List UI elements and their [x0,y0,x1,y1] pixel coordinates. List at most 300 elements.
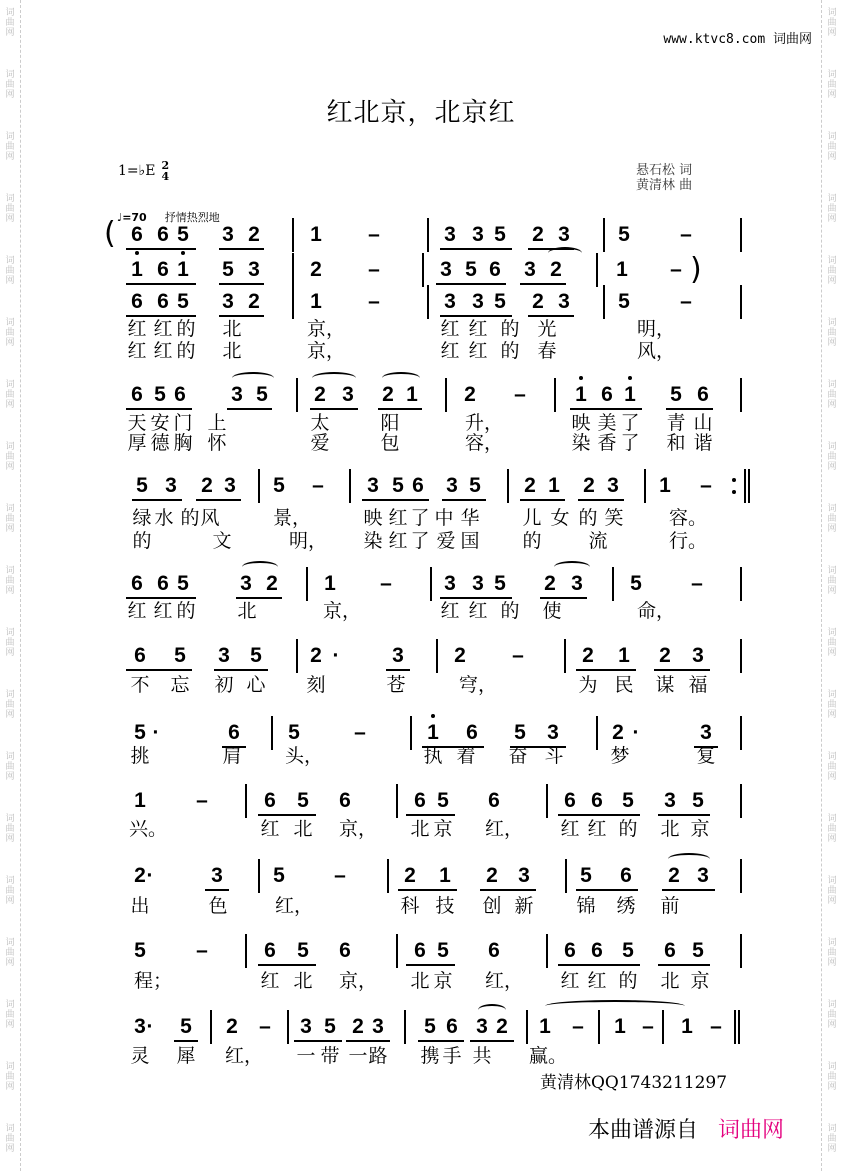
note: 3 [571,572,583,595]
note: 2 [486,864,498,887]
lyric: 行。 [669,530,708,552]
lyric: 红 [260,818,280,840]
lyric: 的 [500,318,520,340]
watermark-text: 词 曲 网 [5,256,15,286]
note: 5 [670,383,682,406]
beam-line [126,283,196,285]
slur [232,372,274,384]
barline [258,469,260,503]
lyric: 色 [208,895,228,917]
note: 3 [444,572,456,595]
watermark-text: 词 曲 网 [5,70,15,100]
slur [554,561,590,573]
lyric: 心 [246,674,266,696]
note: 1 [439,864,451,887]
time-top: 2 [161,159,170,172]
note: 1 [134,789,146,812]
source-label: 本曲谱源自 [588,1118,699,1143]
beam-line [132,499,182,501]
lyric: 北 [293,818,313,840]
note: – [368,290,380,313]
note: 2 [314,383,326,406]
lyric: 京 [433,818,453,840]
note: 6 [601,383,613,406]
lyric: 前 [660,895,680,917]
lyric: 一 [296,1045,316,1067]
beam-line [126,248,196,250]
lyric: 国 [460,530,480,552]
note: – [196,789,208,812]
barline [422,253,424,287]
beam-line [196,499,241,501]
note: – [259,1015,271,1038]
lyric: 太 [310,412,330,434]
note: – [680,223,692,246]
note: 1 [310,223,322,246]
lyric: 复 [696,745,716,767]
watermark-text: 词 曲 网 [5,1124,15,1154]
paren: ( [104,216,116,251]
lyric: 儿 [522,507,542,529]
lyric: 文 [212,530,232,552]
lyric: 命， [637,600,676,622]
time-signature [161,160,169,182]
note: 1 [177,258,189,281]
paren: ) [690,252,702,287]
lyric: 犀 [176,1045,196,1067]
lyric: 笑 [604,507,624,529]
lyric: 红 [560,818,580,840]
lyric: 谐 [693,432,713,454]
lyric: 中 [434,507,454,529]
beam-line [658,814,710,816]
credits [636,163,692,193]
note: – [642,1015,654,1038]
note: 6 [264,789,276,812]
lyric: 忘 [170,674,190,696]
barline [436,639,438,673]
note: 2 [382,383,394,406]
note: 3 [664,789,676,812]
watermark-text: 词 曲 网 [827,504,837,534]
watermark-text: 词 曲 网 [5,442,15,472]
lyric: 绣 [616,895,636,917]
lyric: 不 [130,674,150,696]
note: 5 [494,290,506,313]
note: 2 [248,290,260,313]
note: – [368,258,380,281]
watermark-text: 词 曲 网 [827,256,837,286]
note: 3 [472,223,484,246]
beam-line [440,315,512,317]
beam-line [236,597,282,599]
note: 1 [324,572,336,595]
note: 3 [440,258,452,281]
lyric: 明， [637,318,676,340]
beam-line [520,283,566,285]
note: 3 [165,474,177,497]
lyric: 红， [485,818,524,840]
barline [596,253,598,287]
note: 5 [297,939,309,962]
beam-line [442,499,486,501]
barline [296,639,298,673]
lyric: 映 [571,412,591,434]
note: 6 [264,939,276,962]
note: 2 [352,1015,364,1038]
watermark-text: 词 曲 网 [827,132,837,162]
beam-line [418,1040,464,1042]
lyric: 京 [690,818,710,840]
note: 3 [444,290,456,313]
lyric: 北 [410,818,430,840]
note: 5 [273,864,285,887]
note: 2 [134,864,146,887]
slur [668,853,710,865]
note: 1 [131,258,143,281]
note: 6 [131,290,143,313]
note: 6 [174,383,186,406]
lyric: 水 [154,507,174,529]
expression-mark: 抒情热烈地 [164,211,220,224]
lyric: 青 [666,412,686,434]
slur [312,372,356,384]
lyric: 绿 [132,507,152,529]
beam-line [666,408,713,410]
note: 3 [224,474,236,497]
beam-line [436,283,506,285]
beam-line [174,1040,198,1042]
lyric: 升， [465,412,504,434]
lyric: 红 [440,318,460,340]
note: 3 [372,1015,384,1038]
lyric: 的 [522,530,542,552]
beam-line [440,248,512,250]
lyric: 明， [289,530,328,552]
barline [507,469,509,503]
octave-dot [135,251,139,255]
note: 1 [548,474,560,497]
lyric: 的 [176,318,196,340]
lyric: 谋 [655,674,675,696]
note: 6 [157,258,169,281]
composer-credit: 黄清林 曲 [636,178,693,193]
lyric: 的 [176,340,196,362]
barline [740,567,742,601]
barline [271,716,273,750]
note: 5 [437,939,449,962]
note: 3 [607,474,619,497]
lyric: 红， [485,970,524,992]
lyric: 染 [571,432,591,454]
note: 2 [612,721,624,744]
note: 5 [622,939,634,962]
note: 6 [466,721,478,744]
lyric: 胸 [173,432,193,454]
note: 6 [157,572,169,595]
note: 6 [157,290,169,313]
beam-line [662,889,715,891]
lyric: 容。 [669,507,708,529]
barline [210,1010,212,1044]
note: 6 [131,572,143,595]
beam-line [378,408,422,410]
lyric: 门 [173,412,193,434]
barline [598,1010,600,1044]
note: 5 [618,223,630,246]
lyric: 挑 [130,745,150,767]
barline [396,784,398,818]
note: 1 [406,383,418,406]
lyric: 山 [693,412,713,434]
barline [306,567,308,601]
lyric: 厚 [127,432,147,454]
barline [292,285,294,319]
lyric: 了 [410,530,430,552]
note: 3 [367,474,379,497]
lyric: 华 [460,507,480,529]
barline [603,218,605,252]
key-label: 1=♭E [118,163,156,179]
barline [245,934,247,968]
note: 3 [558,223,570,246]
barline [564,639,566,673]
lyric: 北 [660,970,680,992]
note: 2 [550,258,562,281]
watermark-text: 词 曲 网 [827,752,837,782]
lyric: 风 [200,507,220,529]
note: 5 [630,572,642,595]
lyric: 红 [440,340,460,362]
beam-line [654,669,710,671]
barline [734,1010,736,1044]
lyric: 的 [176,600,196,622]
note: 3 [472,572,484,595]
lyric: 怀 [207,432,227,454]
lyric: 执 [423,745,443,767]
watermark-text: 词 曲 网 [5,566,15,596]
watermark-text: 词 曲 网 [5,938,15,968]
beam-line [470,1040,514,1042]
note: 5 [250,644,262,667]
watermark-text: 词 曲 网 [827,8,837,38]
note: 3 [547,721,559,744]
lyric: 京 [433,970,453,992]
note: 2 [226,1015,238,1038]
barline [612,567,614,601]
lyric: 了 [620,412,640,434]
beam-line [480,889,536,891]
site-url[interactable]: www.ktvc8.com [663,32,766,47]
note: 6 [446,1015,458,1038]
note: 2 [404,864,416,887]
note: 3 [700,721,712,744]
note: 6 [489,258,501,281]
lyric: 肩 [222,745,242,767]
watermark-text: 词 曲 网 [827,1000,837,1030]
lyric: 科 [400,895,420,917]
note: 2 [532,290,544,313]
slur [242,561,278,573]
note: 1 [659,474,671,497]
note: – [512,644,524,667]
note: 5 [494,572,506,595]
lyric: 京， [323,600,362,622]
watermark-text: 词 曲 网 [5,814,15,844]
barline [427,285,429,319]
note: 5 [514,721,526,744]
note: – [514,383,526,406]
lyric: 使 [542,600,562,622]
note: 5 [288,721,300,744]
lyric: 梦 [610,745,630,767]
note: 5 [273,474,285,497]
barline [546,784,548,818]
watermark-text: 词 曲 网 [827,628,837,658]
note: 6 [134,644,146,667]
watermark-text: 词 曲 网 [827,876,837,906]
source-site[interactable]: 词曲网 [718,1118,785,1143]
beam-line [219,248,264,250]
lyric: 景， [273,507,312,529]
beam-line [362,499,429,501]
note: 5 [392,474,404,497]
site-header [663,28,812,47]
note: 1 [614,1015,626,1038]
beam-line [126,669,192,671]
lyric: 红 [153,600,173,622]
note: 2 [659,644,671,667]
beam-line [227,408,272,410]
lyric: 爱 [310,432,330,454]
lyric: 刻 [306,674,326,696]
lyric: 京 [690,970,710,992]
note: 1 [427,721,439,744]
beam-line [386,669,410,671]
lyric: 红 [153,318,173,340]
octave-dot [181,251,185,255]
note: 3 [248,258,260,281]
lyric: 灵 [130,1045,150,1067]
lyric: 程； [134,970,173,992]
note: – [572,1015,584,1038]
lyric: 香 [597,432,617,454]
barline [292,218,294,252]
signature: 黄清林QQ1743211297 [540,1073,728,1093]
beam-line [558,814,640,816]
note: 2 [524,474,536,497]
octave-dot [579,376,583,380]
barline [245,784,247,818]
note: 3 [476,1015,488,1038]
note: 5 [174,644,186,667]
beam-line [576,889,638,891]
note: 2 [668,864,680,887]
barline [738,1010,740,1044]
note: 5 [136,474,148,497]
note: 3 [231,383,243,406]
note: 3 [392,644,404,667]
barline [387,859,389,893]
beam-line [558,964,640,966]
note: – [354,721,366,744]
lyric: 红 [468,340,488,362]
repeat-dot [732,490,736,494]
beam-line [205,889,229,891]
note: 6 [591,789,603,812]
lyric: 红 [153,340,173,362]
note: 5 [297,789,309,812]
barline [526,1010,528,1044]
note: – [312,474,324,497]
lyric: 赢。 [529,1045,568,1067]
lyric: 流 [588,530,608,552]
note: · [332,644,340,667]
barline [427,218,429,252]
lyric: 北 [222,318,242,340]
barline [740,378,742,412]
watermark-text: 词 曲 网 [5,1000,15,1030]
barline [258,859,260,893]
note: 3 [524,258,536,281]
note: – [691,572,703,595]
note: 5 [177,290,189,313]
lyric: 兴。 [129,818,168,840]
lyric: 红， [225,1045,264,1067]
note: 3 [342,383,354,406]
beam-line [576,669,636,671]
note: – [710,1015,722,1038]
lyric: 红 [260,970,280,992]
lyric: 携 [420,1045,440,1067]
note: 3 [697,864,709,887]
slur [548,247,582,259]
lyric: 红 [587,818,607,840]
note: 2 [496,1015,508,1038]
lyric: 穹， [459,674,498,696]
beam-line [406,964,455,966]
watermark-text: 词 曲 网 [827,814,837,844]
note: 6 [620,864,632,887]
lyric: 风， [637,340,676,362]
beam-line [658,964,710,966]
barline [430,567,432,601]
watermark-text: 词 曲 网 [5,1062,15,1092]
lyric: 苍 [386,674,406,696]
watermark-text: 词 曲 网 [5,876,15,906]
note: 6 [339,939,351,962]
note: – [334,864,346,887]
barline [603,285,605,319]
note: 1 [539,1015,551,1038]
lyric: 染 [363,530,383,552]
watermark-text: 词 曲 网 [5,318,15,348]
lyric: 初 [214,674,234,696]
lyric: 红 [468,318,488,340]
lyric: 一 [348,1045,368,1067]
barline [396,934,398,968]
watermark-text: 词 曲 网 [5,690,15,720]
note: 5 [256,383,268,406]
lyric: 路 [368,1045,388,1067]
barline [546,934,548,968]
lyric: 福 [688,674,708,696]
note: 5 [437,789,449,812]
note: – [670,258,682,281]
lyric: 的 [500,600,520,622]
lyric: 和 [666,432,686,454]
repeat-dot [732,478,736,482]
